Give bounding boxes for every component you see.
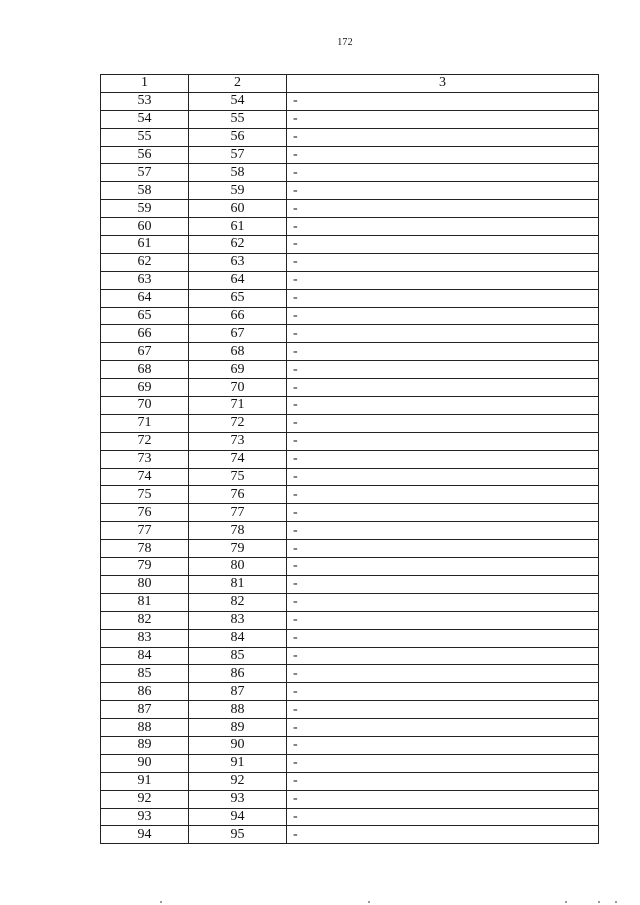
- cell-col-1: 55: [101, 128, 189, 146]
- table-row: [101, 218, 599, 236]
- cell-col-1: 77: [101, 522, 189, 540]
- cell-col-2: 70: [189, 379, 287, 397]
- cell-col-3: -: [287, 808, 599, 826]
- table-row: [101, 558, 599, 576]
- cell-col-3: -: [287, 128, 599, 146]
- cell-col-2: 83: [189, 611, 287, 629]
- table-row: [101, 414, 599, 432]
- cell-col-2: 62: [189, 236, 287, 254]
- cell-col-2: 87: [189, 683, 287, 701]
- scan-speck: [615, 901, 617, 903]
- cell-col-3: -: [287, 719, 599, 737]
- cell-col-2: 78: [189, 522, 287, 540]
- cell-col-3: -: [287, 683, 599, 701]
- scan-speck: [160, 901, 162, 903]
- cell-col-2: 84: [189, 629, 287, 647]
- table-row: [101, 754, 599, 772]
- cell-col-2: 69: [189, 361, 287, 379]
- cell-col-2: 54: [189, 92, 287, 110]
- cell-col-1: 83: [101, 629, 189, 647]
- table-row: [101, 611, 599, 629]
- page-number: 172: [337, 37, 353, 48]
- cell-col-3: -: [287, 540, 599, 558]
- table-row: [101, 128, 599, 146]
- cell-col-2: 71: [189, 397, 287, 415]
- table-row: [101, 110, 599, 128]
- cell-col-1: 74: [101, 468, 189, 486]
- table-row: [101, 522, 599, 540]
- cell-col-3: -: [287, 236, 599, 254]
- cell-col-3: -: [287, 146, 599, 164]
- table-row: [101, 486, 599, 504]
- cell-col-1: 84: [101, 647, 189, 665]
- cell-col-1: 88: [101, 719, 189, 737]
- table-row: [101, 683, 599, 701]
- cell-col-1: 66: [101, 325, 189, 343]
- table-row: [101, 772, 599, 790]
- cell-col-1: 61: [101, 236, 189, 254]
- cell-col-1: 78: [101, 540, 189, 558]
- cell-col-1: 82: [101, 611, 189, 629]
- cell-col-3: -: [287, 325, 599, 343]
- scan-speck: [368, 901, 370, 903]
- cell-col-2: 80: [189, 558, 287, 576]
- cell-col-1: 80: [101, 575, 189, 593]
- cell-col-2: 66: [189, 307, 287, 325]
- cell-col-3: -: [287, 611, 599, 629]
- table-row: [101, 450, 599, 468]
- cell-col-3: -: [287, 271, 599, 289]
- cell-col-1: 63: [101, 271, 189, 289]
- cell-col-3: -: [287, 253, 599, 271]
- cell-col-3: -: [287, 468, 599, 486]
- table-row: [101, 504, 599, 522]
- cell-col-2: 65: [189, 289, 287, 307]
- table-row: [101, 92, 599, 110]
- cell-col-1: 53: [101, 92, 189, 110]
- cell-col-1: 56: [101, 146, 189, 164]
- table-row: [101, 325, 599, 343]
- cell-col-1: 79: [101, 558, 189, 576]
- cell-col-1: 93: [101, 808, 189, 826]
- table-row: [101, 236, 599, 254]
- table-row: [101, 289, 599, 307]
- table-row: [101, 790, 599, 808]
- table-row: [101, 182, 599, 200]
- cell-col-3: -: [287, 164, 599, 182]
- cell-col-3: -: [287, 486, 599, 504]
- cell-col-3: -: [287, 307, 599, 325]
- cell-col-2: 79: [189, 540, 287, 558]
- table-row: [101, 808, 599, 826]
- cell-col-3: -: [287, 379, 599, 397]
- cell-col-2: 75: [189, 468, 287, 486]
- cell-col-1: 85: [101, 665, 189, 683]
- cell-col-1: 76: [101, 504, 189, 522]
- cell-col-3: -: [287, 736, 599, 754]
- scan-speck: [565, 901, 567, 903]
- cell-col-2: 85: [189, 647, 287, 665]
- cell-col-2: 82: [189, 593, 287, 611]
- cell-col-3: -: [287, 522, 599, 540]
- cell-col-1: 94: [101, 826, 189, 844]
- cell-col-3: -: [287, 754, 599, 772]
- table-header-row: [101, 75, 599, 93]
- cell-col-2: 58: [189, 164, 287, 182]
- table-row: [101, 593, 599, 611]
- table-row: [101, 397, 599, 415]
- table-row: [101, 647, 599, 665]
- cell-col-1: 92: [101, 790, 189, 808]
- cell-col-2: 86: [189, 665, 287, 683]
- table-row: [101, 343, 599, 361]
- cell-col-2: 90: [189, 736, 287, 754]
- cell-col-2: 55: [189, 110, 287, 128]
- scan-speck: [598, 901, 600, 903]
- table-row: [101, 575, 599, 593]
- cell-col-2: 93: [189, 790, 287, 808]
- table-row: [101, 468, 599, 486]
- cell-col-3: -: [287, 343, 599, 361]
- cell-col-1: 69: [101, 379, 189, 397]
- cell-col-3: -: [287, 218, 599, 236]
- table-row: [101, 361, 599, 379]
- cell-col-3: -: [287, 289, 599, 307]
- table-row: [101, 379, 599, 397]
- cell-col-2: 91: [189, 754, 287, 772]
- cell-col-2: 59: [189, 182, 287, 200]
- cell-col-3: -: [287, 361, 599, 379]
- cell-col-3: -: [287, 414, 599, 432]
- cell-col-1: 75: [101, 486, 189, 504]
- cell-col-1: 87: [101, 701, 189, 719]
- cell-col-3: -: [287, 575, 599, 593]
- cell-col-2: 72: [189, 414, 287, 432]
- table-row: [101, 271, 599, 289]
- cell-col-1: 72: [101, 432, 189, 450]
- cell-col-3: -: [287, 665, 599, 683]
- cell-col-3: -: [287, 558, 599, 576]
- cell-col-1: 86: [101, 683, 189, 701]
- cell-col-1: 67: [101, 343, 189, 361]
- cell-col-2: 67: [189, 325, 287, 343]
- cell-col-1: 71: [101, 414, 189, 432]
- cell-col-3: -: [287, 450, 599, 468]
- table-row: [101, 826, 599, 844]
- cell-col-2: 74: [189, 450, 287, 468]
- table-row: [101, 701, 599, 719]
- cell-col-3: -: [287, 593, 599, 611]
- cell-col-1: 62: [101, 253, 189, 271]
- table-row: [101, 146, 599, 164]
- cell-col-3: -: [287, 826, 599, 844]
- cell-col-2: 68: [189, 343, 287, 361]
- cell-col-1: 70: [101, 397, 189, 415]
- cell-col-1: 90: [101, 754, 189, 772]
- table-row: [101, 432, 599, 450]
- cell-col-2: 57: [189, 146, 287, 164]
- cell-col-3: -: [287, 92, 599, 110]
- cell-col-2: 81: [189, 575, 287, 593]
- cell-col-2: 88: [189, 701, 287, 719]
- cell-col-1: 60: [101, 218, 189, 236]
- table-row: [101, 164, 599, 182]
- cell-col-3: -: [287, 629, 599, 647]
- cell-col-2: 89: [189, 719, 287, 737]
- cell-col-3: -: [287, 182, 599, 200]
- cell-col-2: 64: [189, 271, 287, 289]
- cell-col-2: 76: [189, 486, 287, 504]
- table-row: [101, 540, 599, 558]
- cell-col-2: 61: [189, 218, 287, 236]
- cell-col-1: 58: [101, 182, 189, 200]
- cell-col-3: -: [287, 772, 599, 790]
- cell-col-3: -: [287, 432, 599, 450]
- table-row: [101, 719, 599, 737]
- cell-col-3: -: [287, 790, 599, 808]
- cell-col-3: -: [287, 647, 599, 665]
- cell-col-2: 95: [189, 826, 287, 844]
- table-row: [101, 736, 599, 754]
- cell-col-3: -: [287, 701, 599, 719]
- table-body: [101, 92, 599, 843]
- cell-col-1: 64: [101, 289, 189, 307]
- cell-col-2: 56: [189, 128, 287, 146]
- cell-col-1: 54: [101, 110, 189, 128]
- scan-specks: [0, 897, 640, 903]
- column-header-1: 1: [101, 75, 189, 93]
- cell-col-1: 89: [101, 736, 189, 754]
- cell-col-2: 73: [189, 432, 287, 450]
- cell-col-2: 77: [189, 504, 287, 522]
- cell-col-3: -: [287, 200, 599, 218]
- table-row: [101, 253, 599, 271]
- cell-col-1: 91: [101, 772, 189, 790]
- cell-col-1: 65: [101, 307, 189, 325]
- cell-col-2: 63: [189, 253, 287, 271]
- cell-col-1: 59: [101, 200, 189, 218]
- cell-col-3: -: [287, 504, 599, 522]
- column-header-3: 3: [287, 75, 599, 93]
- cell-col-1: 57: [101, 164, 189, 182]
- column-header-2: 2: [189, 75, 287, 93]
- table-row: [101, 629, 599, 647]
- cell-col-3: -: [287, 397, 599, 415]
- cell-col-1: 68: [101, 361, 189, 379]
- cell-col-1: 73: [101, 450, 189, 468]
- cell-col-3: -: [287, 110, 599, 128]
- data-table: [100, 74, 599, 844]
- cell-col-2: 92: [189, 772, 287, 790]
- cell-col-2: 94: [189, 808, 287, 826]
- cell-col-1: 81: [101, 593, 189, 611]
- table-row: [101, 307, 599, 325]
- table-row: [101, 200, 599, 218]
- cell-col-2: 60: [189, 200, 287, 218]
- table-row: [101, 665, 599, 683]
